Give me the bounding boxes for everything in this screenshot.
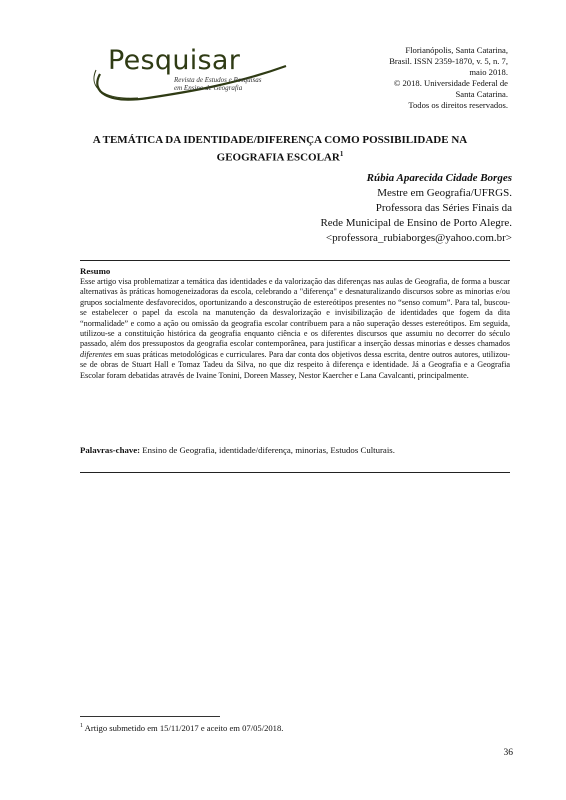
keywords-label: Palavras-chave: [80, 445, 141, 455]
abstract-text-part: em suas práticas metodológicas e curriculares. Para dar conta dos objetivos dessa escrita, dentre outros autores, utilizou-se de obras de Stuart Hall e Tomaz Tadeu da Silva, no que diz respeito à diferença e identidade. Já a Geografia e a Geografia Escolar foram debatidas através de Ivaine Tonini, Doreen Massey, Nestor Kaercher e Lana Cavalcanti, principalmente. [80, 349, 510, 380]
footnote [80, 723, 283, 733]
footnote-marker: 1 [80, 723, 83, 730]
pubinfo-line: Brasil. ISSN 2359-1870, v. 5, n. 7, [389, 56, 508, 66]
abstract-emphasis: diferentes [80, 349, 112, 359]
pubinfo-line: Santa Catarina. [455, 89, 508, 99]
abstract-body [80, 277, 510, 381]
logo-subtitle-1: Revista de Estudos e Pesquisas [174, 76, 262, 84]
author-email[interactable]: <professora_rubiaborges@yahoo.com.br> [325, 232, 512, 244]
logo-subtitle-2: em Ensino de Geografia [174, 84, 243, 92]
title-footnote-marker[interactable]: 1 [339, 150, 344, 158]
logo-name: Pesquisar [108, 45, 241, 76]
article-title [60, 133, 500, 165]
footnote-text: Artigo submetido em 15/11/2017 e aceito em 07/05/2018. [83, 723, 284, 733]
author-affiliation-line: Professora das Séries Finais da [375, 202, 512, 214]
keywords-line [80, 445, 395, 455]
title-line-2-text: GEOGRAFIA ESCOLAR [216, 151, 340, 164]
pubinfo-line: © 2018. Universidade Federal de [393, 78, 508, 88]
keywords-text: Ensino de Geografia, identidade/diferença, minorias, Estudos Culturais. [140, 445, 395, 455]
pubinfo-line: maio 2018. [469, 67, 508, 77]
author-affiliation-line: Mestre em Geografia/UFRGS. [377, 187, 512, 199]
author-block [320, 171, 512, 246]
author-name: Rúbia Aparecida Cidade Borges [366, 172, 512, 184]
pubinfo-line: Todos os direitos reservados. [408, 100, 508, 110]
title-line-2 [60, 147, 500, 165]
abstract-text-part: Esse artigo visa problematizar a temática das identidades e da valorização das diferenças nas aulas de Geografia, de forma a buscar alternativas às práticas homogeneizadoras da escola, celebrando a "diferença" e desnaturalizando discursos sobre as minorias e/ou grupos socialmente desfavorecidos, oportunizando a desconstrução de estereótipos presentes no “senso comum”. Para tal, buscou-se estabelecer o papel da escola na manutenção da desvalorização e invisibilização de identidades que fogem da dita “normalidade” e como a ação ou omissão da geografia escolar contribuem para a não superação desses estereótipos. Em seguida, utilizou-se a constituição histórica da geografia enquanto ciência e os diferentes discursos que assumiu no decorrer do século passado, além dos pressupostos da geografia escolar contemporânea, para justificar a inserção dessas minorias e desses chamados [80, 277, 510, 349]
title-line-1: A TEMÁTICA DA IDENTIDADE/DIFERENÇA COMO POSSIBILIDADE NA [92, 134, 468, 146]
publication-info [368, 45, 508, 111]
page-number: 36 [503, 748, 513, 758]
abstract-heading: Resumo [80, 266, 111, 276]
abstract-section [80, 260, 510, 473]
journal-logo [86, 40, 296, 130]
pubinfo-line: Florianópolis, Santa Catarina, [405, 45, 508, 55]
footnote-divider [80, 716, 220, 717]
author-affiliation-line: Rede Municipal de Ensino de Porto Alegre. [320, 217, 512, 229]
